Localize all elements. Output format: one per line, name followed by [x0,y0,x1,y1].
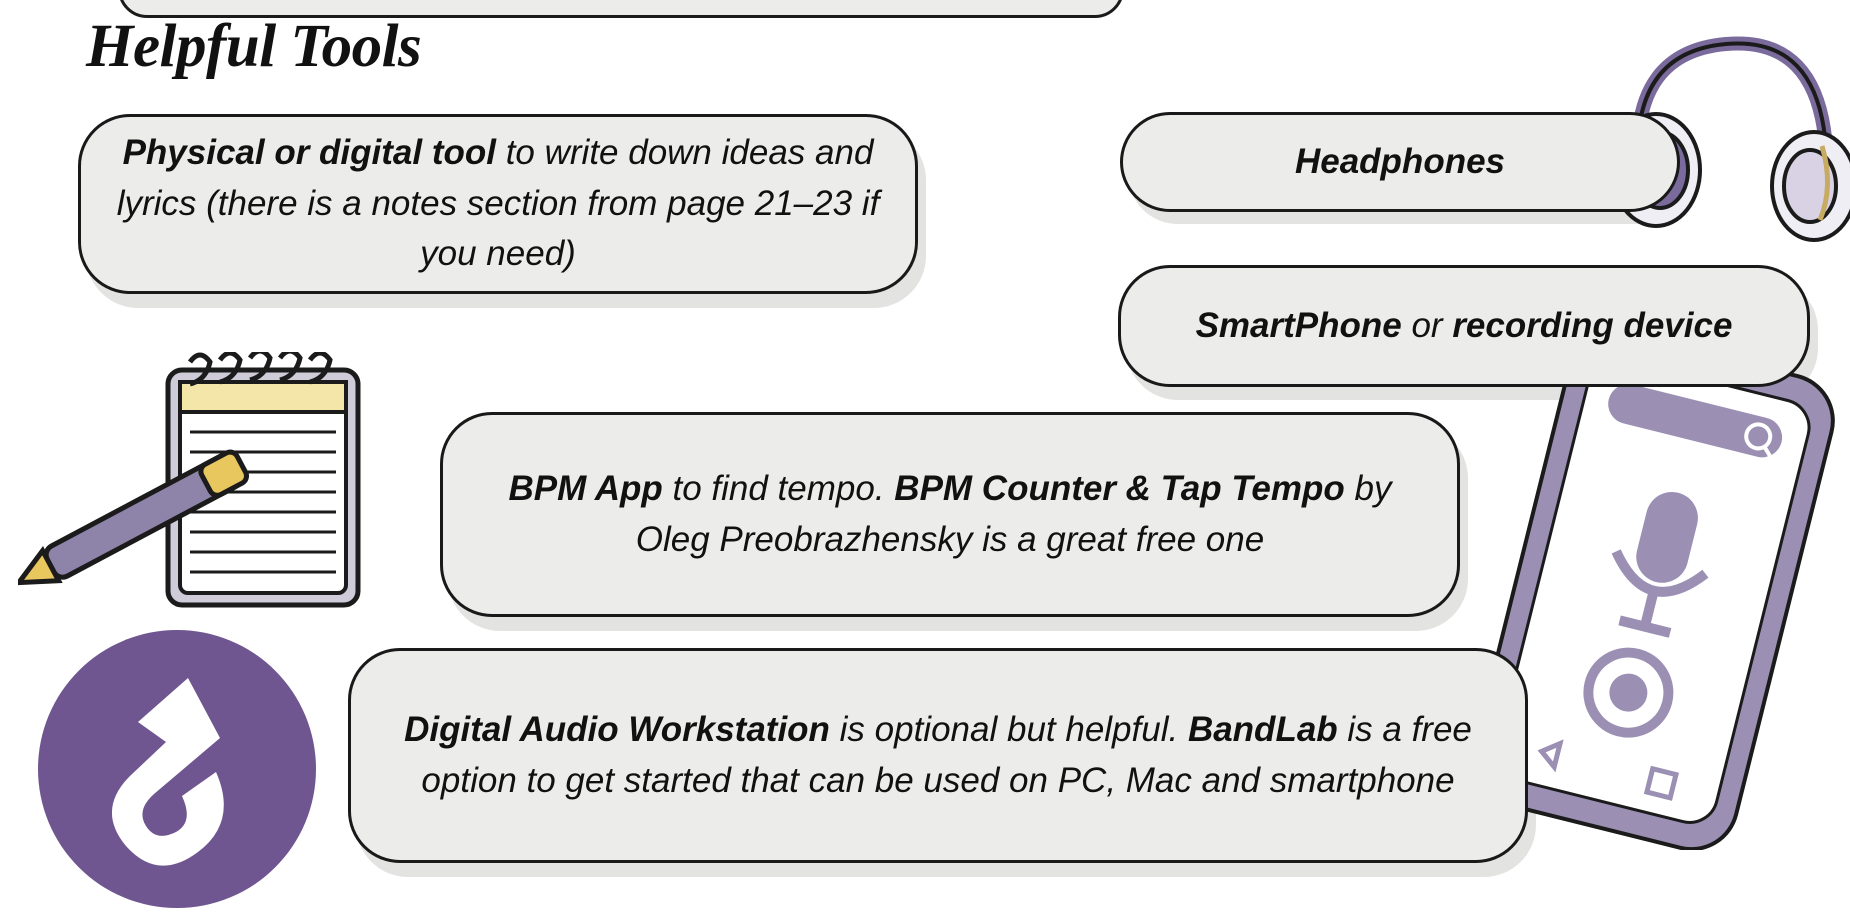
bpm-bold-1: BPM App [508,468,663,508]
daw-bold-2: BandLab [1187,709,1338,749]
bandlab-logo-illustration [38,630,323,915]
notes-tool-bold: Physical or digital tool [122,132,496,172]
daw-mid-1: is optional but helpful. [829,709,1188,749]
bpm-mid-1: to find tempo. [662,468,895,508]
smartphone-text [1196,301,1733,352]
daw-bubble[interactable] [348,648,1528,863]
bpm-app-text [471,464,1429,566]
page-title: Helpful Tools [86,13,422,80]
smartphone-bold-1: SmartPhone [1195,305,1402,345]
notes-tool-text [109,128,887,280]
bpm-rest: by Oleg Preobrazhensky is a great free one [635,468,1392,559]
daw-rest: is a free option to get started that can be used on PC, Mac and smartphone [421,709,1472,800]
headphones-bubble[interactable] [1120,112,1680,212]
daw-text [379,705,1497,807]
headphones-label: Headphones [1294,141,1506,181]
daw-bold-1: Digital Audio Workstation [404,709,830,749]
bpm-app-bubble[interactable] [440,412,1460,617]
notes-tool-bubble[interactable] [78,114,918,294]
notes-tool-rest: to write down ideas and lyrics (there is a notes section from page 21–23 if you need) [116,132,880,274]
smartphone-bold-2: recording device [1452,305,1733,345]
smartphone-mid: or [1401,305,1453,345]
notepad-and-pen-illustration [18,352,398,642]
bpm-bold-2: BPM Counter & Tap Tempo [894,468,1345,508]
smartphone-bubble[interactable] [1118,265,1810,387]
